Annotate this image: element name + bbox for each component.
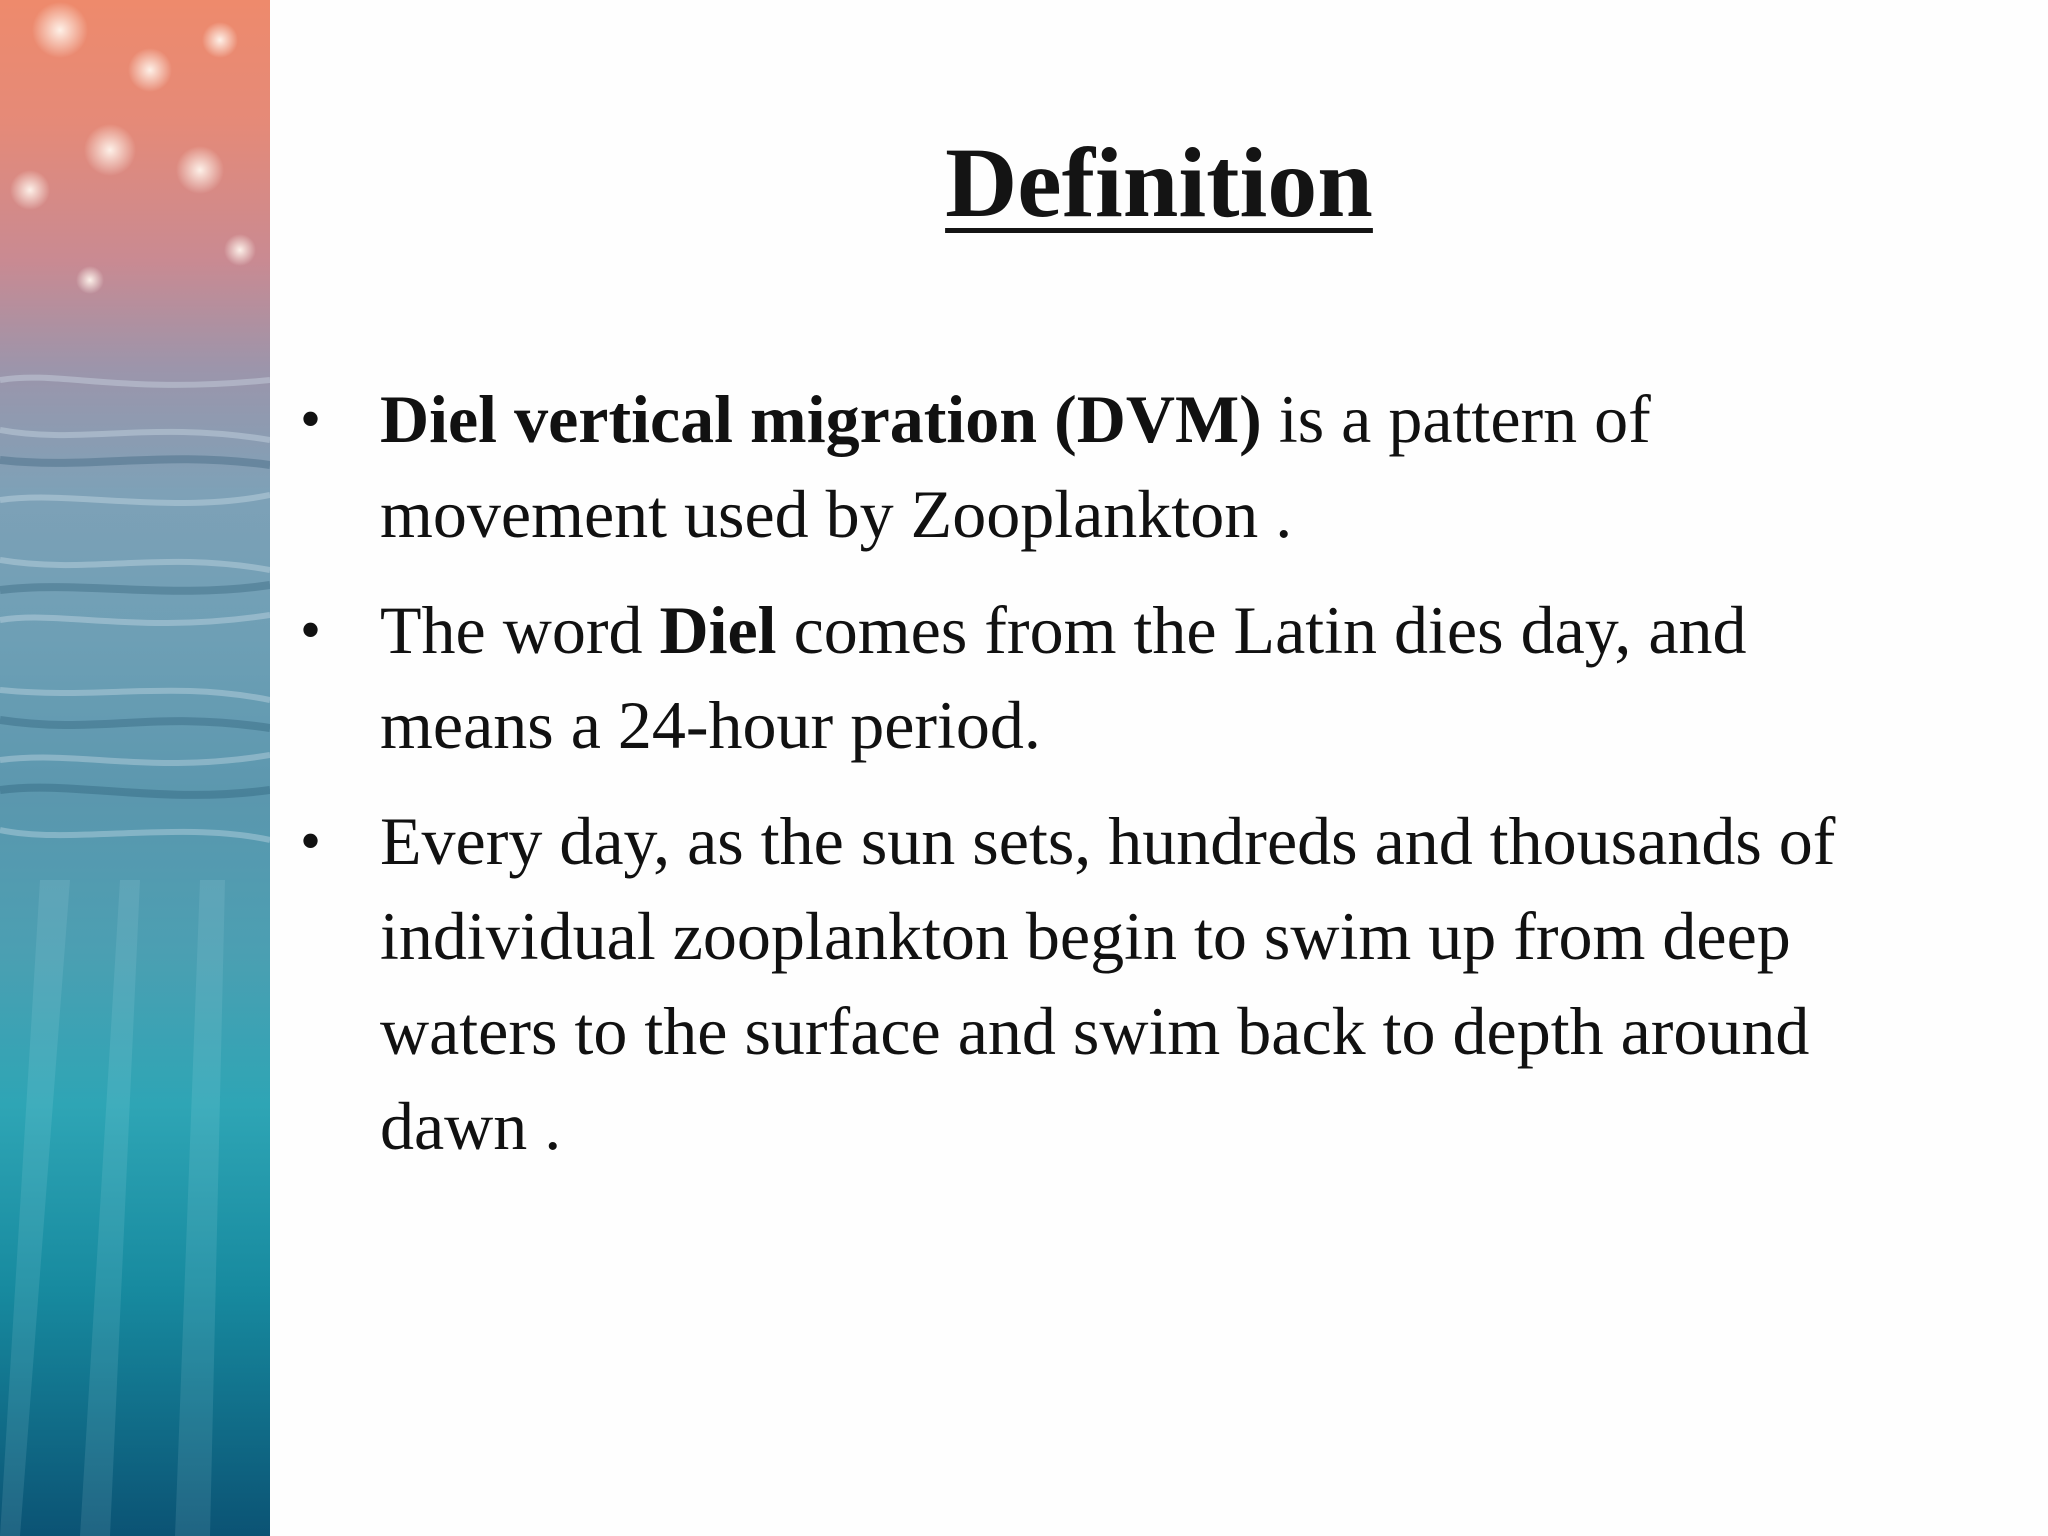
bullet-icon: •: [300, 597, 322, 663]
bullet-text: is a pattern of movement used by Zooplankton .: [380, 381, 1651, 552]
bullet-text: Every day, as the sun sets, hundreds and thousands of individual zooplankton begin to swim up from deep waters to the surface and swim back to depth around dawn .: [380, 803, 1836, 1164]
bullet-icon: •: [300, 808, 322, 874]
bold-term: Diel vertical migration (DVM): [380, 381, 1262, 457]
bullet-list: [300, 372, 1880, 1195]
bullet-text: comes from the Latin dies day, and means a 24-hour period.: [380, 592, 1747, 763]
ocean-water-icon: [0, 0, 270, 1536]
bullet-item-diel-word: [300, 583, 1880, 773]
slide-title: Definition: [945, 127, 1373, 238]
bold-term: Diel: [659, 592, 777, 668]
bullet-icon: •: [300, 386, 322, 452]
bullet-text: The word: [380, 592, 660, 668]
bullet-item-dvm: [300, 372, 1880, 562]
bullet-item-daily-migration: [300, 794, 1880, 1174]
ocean-image: [0, 0, 270, 1536]
